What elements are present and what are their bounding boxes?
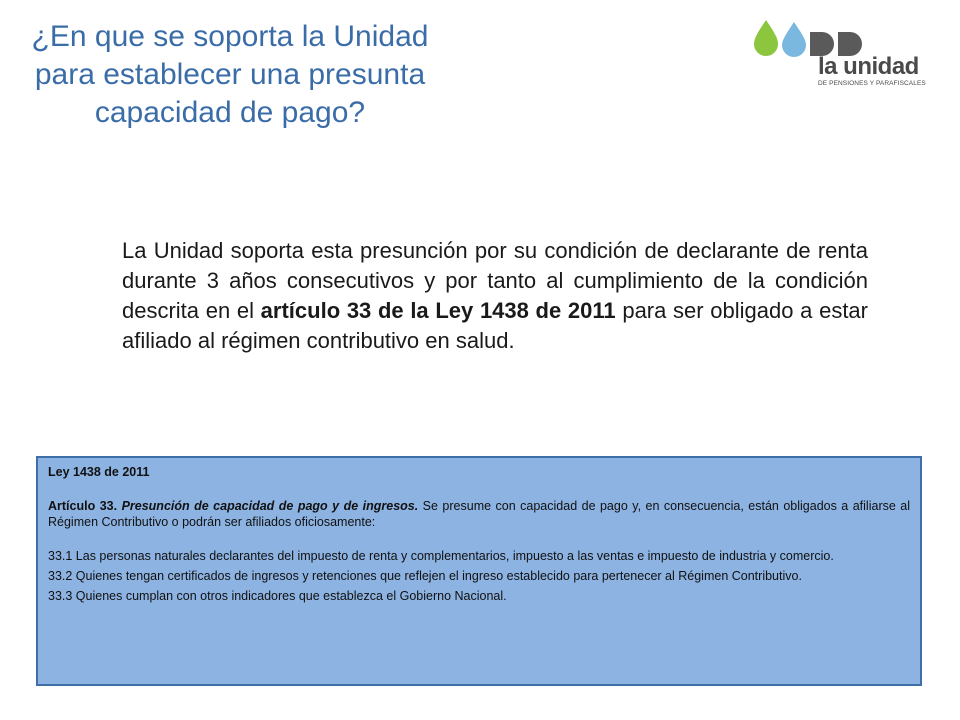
logo-wordmark: la unidad	[818, 53, 919, 80]
explanation-text-part1: La Unidad soporta esta presunción por su condición de declarante de renta durante 3 años consecutivos y por tanto al cumplimiento de la condición descrita en el	[122, 238, 868, 323]
article-item: 33.2 Quienes tengan certificados de ingresos y retenciones que reflejen el ingreso establecido para pertenecer al Régimen Contributivo.	[48, 569, 802, 583]
law-excerpt-box	[36, 456, 922, 686]
law-heading: Ley 1438 de 2011	[48, 465, 150, 479]
article-text: Se presume con capacidad de pago y, en consecuencia, están obligados a afiliarse al Régimen Contributivo o podrán ser afiliados oficiosamente:	[48, 499, 911, 529]
explanation-text-part2: para ser obligado a estar afiliado al régimen contributivo en salud.	[122, 298, 868, 353]
logo-subtitle: DE PENSIONES Y PARAFISCALES	[818, 80, 926, 87]
slide-title: ¿En que se soporta la Unidad para establecer una presunta capacidad de pago?	[31, 20, 429, 129]
article-item: 33.3 Quienes cumplan con otros indicadores que establezca el Gobierno Nacional.	[48, 589, 507, 603]
explanation-paragraph	[122, 236, 868, 356]
logo-drops-icon	[752, 18, 932, 58]
article-paragraph	[48, 498, 910, 530]
article-item: 33.1 Las personas naturales declarantes del impuesto de renta y complementarios, impuesto a las ventas e impuesto de industria y comercio.	[48, 549, 834, 563]
explanation-law-reference: artículo 33 de la Ley 1438 de 2011	[260, 298, 616, 323]
la-unidad-logo	[752, 18, 932, 98]
article-number: Artículo 33.	[48, 499, 118, 513]
article-title: Presunción de capacidad de pago y de ingresos.	[121, 499, 419, 513]
